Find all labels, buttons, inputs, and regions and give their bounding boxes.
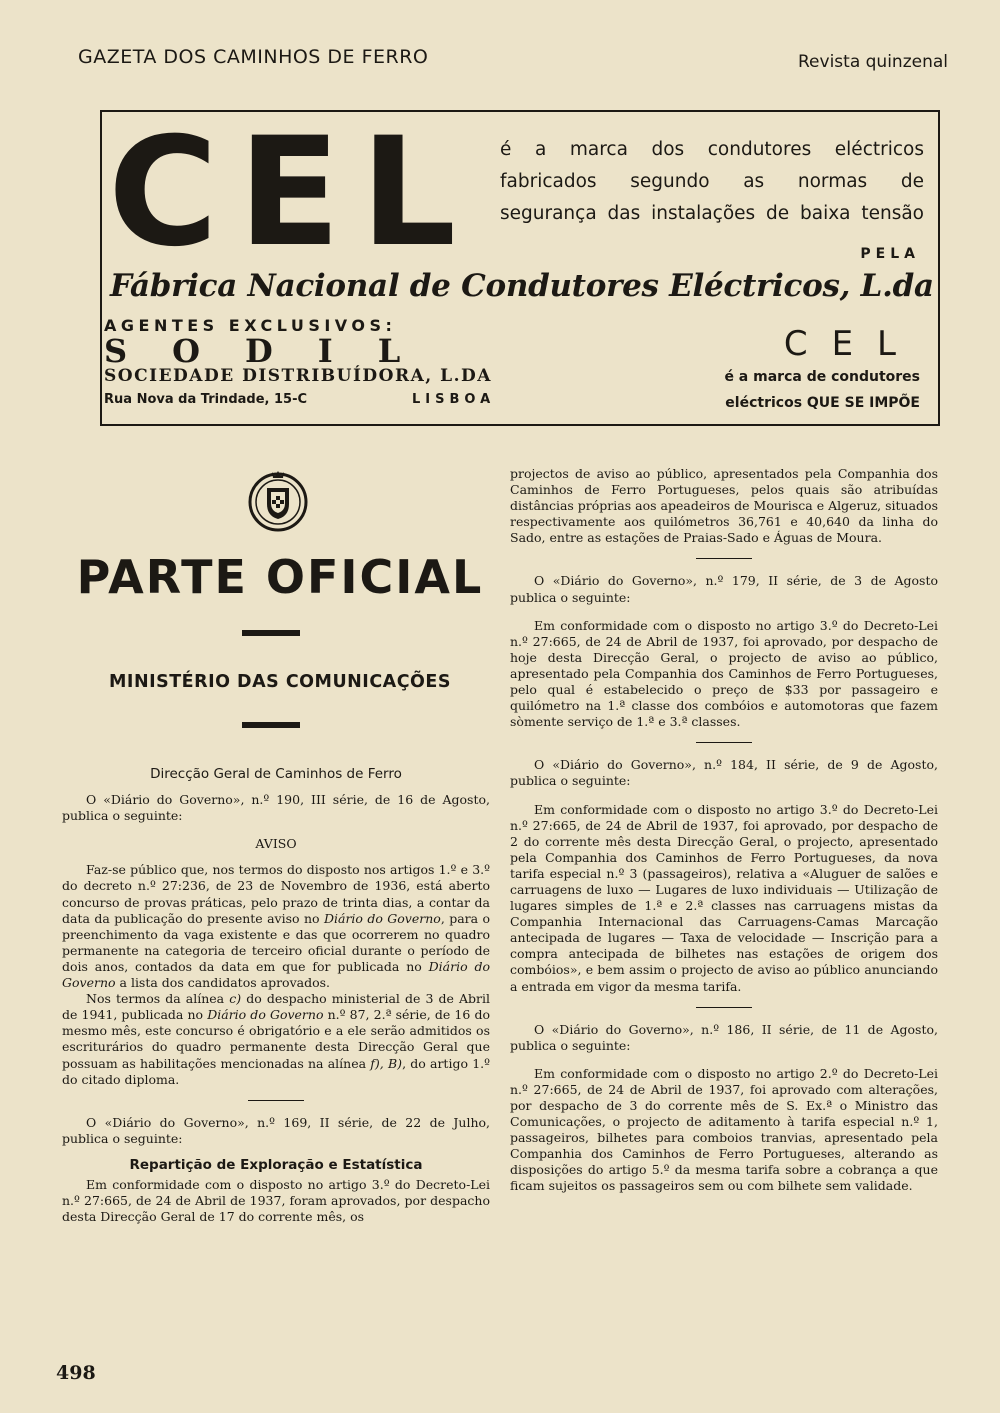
ministry-rule xyxy=(242,722,300,728)
ad-agents-label: AGENTES EXCLUSIVOS: xyxy=(104,316,397,335)
ad-pela: PELA xyxy=(860,246,920,262)
ad-agent-name: SODIL xyxy=(104,332,446,370)
ad-brand-small: CEL xyxy=(783,324,920,364)
direction-heading: Direcção Geral de Caminhos de Ferro xyxy=(150,766,402,782)
paragraph: Faz-se público que, nos termos do disposto nos artigos 1.º e 3.º do decreto n.º 27:236, de 23 de Novembro de 1936, está aberto concurso de provas práticas, pelo prazo de trinta dias, a contar da data da publicação do presente aviso no Diário do Governo, para o preenchimento da vaga existente e das que ocorrerem no quadro permanente na categoria de terceiro oficial durante o período de dois anos, contados da data em que for publicada no Diário do Governo a lista dos candidatos aprovados. xyxy=(62,862,491,991)
separator xyxy=(248,1100,304,1101)
separator xyxy=(696,558,752,559)
paragraph: Em conformidade com o disposto no artigo 3.º do Decreto-Lei n.º 27:665, de 24 de Abril de 1937, foi aprovado, por despacho de 2 do corrente mês desta Direcção Geral, o projecto, apresentado pela Companhia dos Caminhos de Ferro Portugueses, da nova tarifa especial n.º 3 (passageiros), relativa a «Aluguer de salões e carruagens de luxo — Lugares de luxo individuais — Utilização de lugares simples de 1.ª e 2.ª classes nas carruagens mistas da Companhia Internacional das Carruagens-Camas Marcação antecipada de lugares — Taxa de velocidade — Inscrição para a compra antecipada de bilhetes nas estações de origem dos combóios», e bem assim o projecto de aviso ao público anunciando a entrada em vigor da mesma tarifa. xyxy=(510,801,938,994)
title-rule xyxy=(242,630,300,636)
ad-address: Rua Nova da Trindade, 15-C xyxy=(104,392,308,407)
page-number: 498 xyxy=(56,1362,96,1384)
paragraph: O «Diário do Governo», n.º 169, II série, de 22 de Julho, publica o seguinte: xyxy=(62,1114,490,1146)
left-column xyxy=(62,752,490,1225)
repartition-heading: Repartição de Exploração e Estatística xyxy=(129,1156,423,1173)
separator xyxy=(696,1007,752,1008)
paragraph: Em conformidade com o disposto no artigo 2.º do Decreto-Lei n.º 27:665, de 24 de Abril de 1937, foi aprovado com alterações, por despacho de 3 do corrente mês de S. Ex.ª o Ministro das Comunicações, o projecto de aditamento à tarifa especial n.º 1, passageiros, bilhetes para comboios tranvias, apresentado pela Companhia dos Caminhos de Ferro Portugueses, alterando as disposições do artigo 5.º da mesma tarifa sobre a cobrança a que ficam sujeitos os passageiros sem ou com bilhete sem validade. xyxy=(510,1065,938,1194)
coat-of-arms-seal-icon xyxy=(244,466,312,534)
paragraph: projectos de aviso ao público, apresentados pela Companhia dos Caminhos de Ferro Portugueses, pelos quais são atribuídas distâncias próprias aos apeadeiros de Mourisca e Algeruz, situados respectivamente aos quilómetros 36,761 e 40,640 da linha do Sado, entre as estações de Praias-Sado e Águas de Moura. xyxy=(510,466,938,546)
running-header-subtitle: Revista quinzenal xyxy=(798,52,948,72)
paragraph: O «Diário do Governo», n.º 186, II série, de 11 de Agosto, publica o seguinte: xyxy=(510,1021,938,1053)
section-title: PARTE OFICIAL xyxy=(76,550,484,604)
ad-tagline-line-1: é a marca de condutores xyxy=(724,369,920,385)
ad-description: é a marca dos condutores eléctricos fabricados segundo as normas de segurança das instalações de baixa tensão xyxy=(500,139,924,224)
paragraph: O «Diário do Governo», n.º 190, III série, de 16 de Agosto, publica o seguinte: xyxy=(62,792,490,824)
ad-tagline xyxy=(724,364,920,416)
paragraph: O «Diário do Governo», n.º 184, II série, de 9 de Agosto, publica o seguinte: xyxy=(510,757,938,789)
paragraph: Em conformidade com o disposto no artigo 3.º do Decreto-Lei n.º 27:665, de 24 de Abril de 1937, foram aprovados, por despacho desta Direcção Geral de 17 do corrente mês, os xyxy=(62,1176,490,1225)
paragraph: O «Diário do Governo», n.º 179, II série, de 3 de Agosto publica o seguinte: xyxy=(510,573,938,605)
ad-brand-logo: CEL xyxy=(108,106,477,280)
advertisement-box xyxy=(100,106,940,426)
ministry-heading: MINISTÉRIO DAS COMUNICAÇÕES xyxy=(109,672,451,692)
paragraph: Nos termos da alínea c) do despacho ministerial de 3 de Abril de 1941, publicada no Diário do Governo n.º 87, 2.ª série, de 16 do mesmo mês, este concurso é obrigatório e a ele serão admitidos os escriturários do quadro permanente desta Direcção Geral que possuam as habilitações mencionadas na alínea f), B), do artigo 1.º do citado diploma. xyxy=(62,991,491,1087)
ad-city: LISBOA xyxy=(412,392,496,407)
separator xyxy=(696,742,752,743)
paragraph: Em conformidade com o disposto no artigo 3.º do Decreto-Lei n.º 27:665, de 24 de Abril de 1937, foi aprovado, por despacho de hoje desta Direcção Geral, o projecto de aviso ao público, apresentado pela Companhia dos Caminhos de Ferro Portugueses, pelo qual é estabelecido o preço de $33 por passageiro e quilómetro na 1.ª classe dos combóios e automotoras que fazem sòmente serviço de 1.ª e 3.ª classes. xyxy=(510,617,938,730)
right-column xyxy=(510,466,938,1195)
running-header-title: GAZETA DOS CAMINHOS DE FERRO xyxy=(78,46,429,68)
ad-agent-company: SOCIEDADE DISTRIBUÍDORA, L.DA xyxy=(104,366,492,386)
ad-tagline-line-2: eléctricos QUE SE IMPÕE xyxy=(725,395,920,411)
ad-manufacturer: Fábrica Nacional de Condutores Eléctricos, L.da xyxy=(110,268,934,304)
aviso-heading: AVISO xyxy=(255,836,297,852)
